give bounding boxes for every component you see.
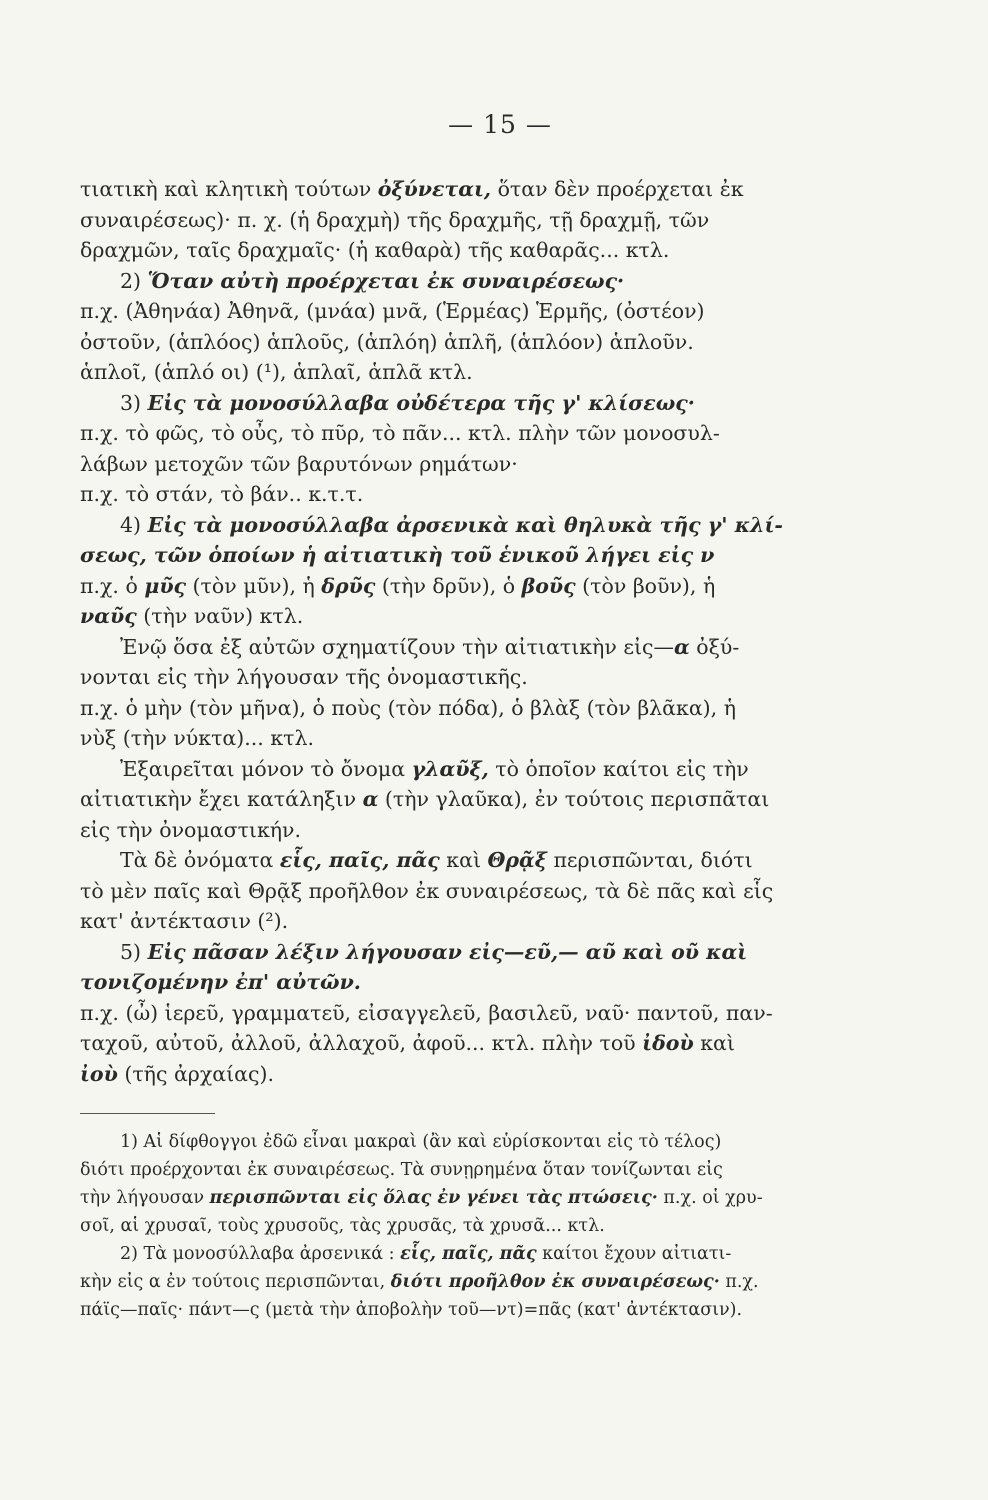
text-line: ἁπλοῖ, (ἁπλό οι) (¹), ἁπλαῖ, ἁπλᾶ κτλ.: [80, 360, 473, 384]
text-line: κατ' ἀντέκτασιν (²).: [80, 909, 289, 933]
footnote-line: κὴν εἰς α ἐν τούτοις περισπῶνται, διότι προῆλθον ἐκ συναιρέσεως· π.χ.: [80, 1272, 759, 1292]
rule-heading: 4) Εἰς τὰ μονοσύλλαβα ἀρσενικὰ καὶ θηλυκὰ τῆς γ' κλί-: [120, 512, 783, 537]
text-line: τὸ μὲν παῖς καὶ Θρᾷξ προῆλθον ἐκ συναιρέσεως, τὰ δὲ πᾶς καὶ εἷς: [80, 878, 774, 903]
footnotes: [80, 1128, 920, 1324]
footnote-line: πάϊς—παῖς· πάντ—ς (μετὰ τὴν ἀποβολὴν τοῦ—ντ)=πᾶς (κατ' ἀντέκτασιν).: [80, 1300, 743, 1320]
text-line: λάβων μετοχῶν τῶν βαρυτόνων ρημάτων·: [80, 451, 518, 476]
text-line: αἰτιατικὴν ἔχει κατάληξιν α (τὴν γλαῦκα), ἐν τούτοις περισπᾶται: [80, 787, 770, 811]
text-line: νὺξ (τὴν νύκτα)... κτλ.: [80, 726, 314, 750]
text-line: Τὰ δὲ ὀνόματα εἷς, παῖς, πᾶς καὶ Θρᾷξ περισπῶνται, διότι: [120, 848, 753, 872]
footnote-divider: [80, 1113, 215, 1114]
text-line: Ἐνῷ ὅσα ἐξ αὐτῶν σχηματίζουν τὴν αἰτιατικὴν εἰς—α ὀξύ-: [120, 634, 740, 659]
text-line: εἰς τὴν ὀνομαστικήν.: [80, 817, 302, 842]
rule-heading: 5) Εἰς πᾶσαν λέξιν λήγουσαν εἰς—εῦ,— αῦ καὶ οῦ καὶ: [120, 939, 748, 964]
footnote-line: σοῖ, αἱ χρυσαῖ, τοὺς χρυσοῦς, τὰς χρυσᾶς, τὰ χρυσᾶ... κτλ.: [80, 1216, 605, 1236]
rule-heading-continued: σεως, τῶν ὁποίων ἡ αἰτιατικὴ τοῦ ἑνικοῦ λήγει εἰς ν: [80, 543, 715, 567]
text-line: π.χ. τὸ στάν, τὸ βάν.. κ.τ.τ.: [80, 482, 364, 506]
text-line: συναιρέσεως)· π. χ. (ἡ δραχμὴ) τῆς δραχμῆς, τῇ δραχμῇ, τῶν: [80, 207, 710, 232]
footnote-line: 1) Αἱ δίφθογγοι ἐδῶ εἶναι μακραὶ (ἂν καὶ εὑρίσκονται εἰς τὸ τέλος): [120, 1132, 722, 1152]
footnote-line: τὴν λήγουσαν περισπῶνται εἰς ὅλας ἐν γένει τὰς πτώσεις· π.χ. οἱ χρυ-: [80, 1188, 763, 1208]
text-line: π.χ. (ὦ) ἱερεῦ, γραμματεῦ, εἰσαγγελεῦ, βασιλεῦ, ναῦ· παντοῦ, παν-: [80, 1000, 773, 1025]
text-line: ὀστοῦν, (ἁπλόος) ἁπλοῦς, (ἁπλόη) ἁπλῆ, (ἁπλόον) ἁπλοῦν.: [80, 329, 694, 354]
rule-heading: 3) Εἰς τὰ μονοσύλλαβα οὐδέτερα τῆς γ' κλίσεως·: [120, 390, 695, 415]
text-line: δραχμῶν, ταῖς δραχμαῖς· (ἡ καθαρὰ) τῆς καθαρᾶς... κτλ.: [80, 238, 670, 262]
page: [80, 110, 920, 1324]
text-line: ἰοὺ (τῆς ἀρχαίας).: [80, 1061, 275, 1086]
page-number: — 15 —: [448, 110, 552, 139]
text-line: ναῦς (τὴν ναῦν) κτλ.: [80, 604, 304, 628]
emphasis: ὀξύνεται,: [377, 177, 492, 201]
text-line: π.χ. τὸ φῶς, τὸ οὖς, τὸ πῦρ, τὸ πᾶν... κτλ. πλὴν τῶν μονοσυλ-: [80, 421, 720, 445]
rule-heading-continued: τονιζομένην ἐπ' αὐτῶν.: [80, 970, 361, 994]
footnote-line: 2) Τὰ μονοσύλλαβα ἀρσενικά : εἷς, παῖς, πᾶς καίτοι ἔχουν αἰτιατι-: [120, 1244, 732, 1264]
text-line: π.χ. ὁ μῦς (τὸν μῦν), ἡ δρῦς (τὴν δρῦν), ὁ βοῦς (τὸν βοῦν), ἡ: [80, 573, 716, 598]
footnote-line: διότι προέρχονται ἐκ συναιρέσεως. Τὰ συνῃρημένα ὅταν τονίζωνται εἰς: [80, 1160, 723, 1180]
rule-heading: 2) Ὅταν αὐτὴ προέρχεται ἐκ συναιρέσεως·: [120, 268, 625, 293]
text-line: ταχοῦ, αὐτοῦ, ἀλλοῦ, ἀλλαχοῦ, ἀφοῦ... κτλ. πλὴν τοῦ ἰδοὺ καὶ: [80, 1031, 735, 1055]
text-line: Ἐξαιρεῖται μόνον τὸ ὄνομα γλαῦξ, τὸ ὁποῖον καίτοι εἰς τὴν: [120, 756, 749, 781]
text-line: π.χ. ὁ μὴν (τὸν μῆνα), ὁ ποὺς (τὸν πόδα), ὁ βλὰξ (τὸν βλᾶκα), ἡ: [80, 695, 736, 720]
text-line: τιατικὴ καὶ κλητικὴ τούτων ὀξύνεται, ὅταν δὲν προέρχεται ἐκ: [80, 177, 744, 201]
text-line: π.χ. (Ἀθηνάα) Ἀθηνᾶ, (μνάα) μνᾶ, (Ἑρμέας) Ἑρμῆς, (ὀστέον): [80, 299, 705, 323]
body-text: [80, 174, 920, 1089]
text-line: νονται εἰς τὴν λήγουσαν τῆς ὀνομαστικῆς.: [80, 665, 528, 689]
